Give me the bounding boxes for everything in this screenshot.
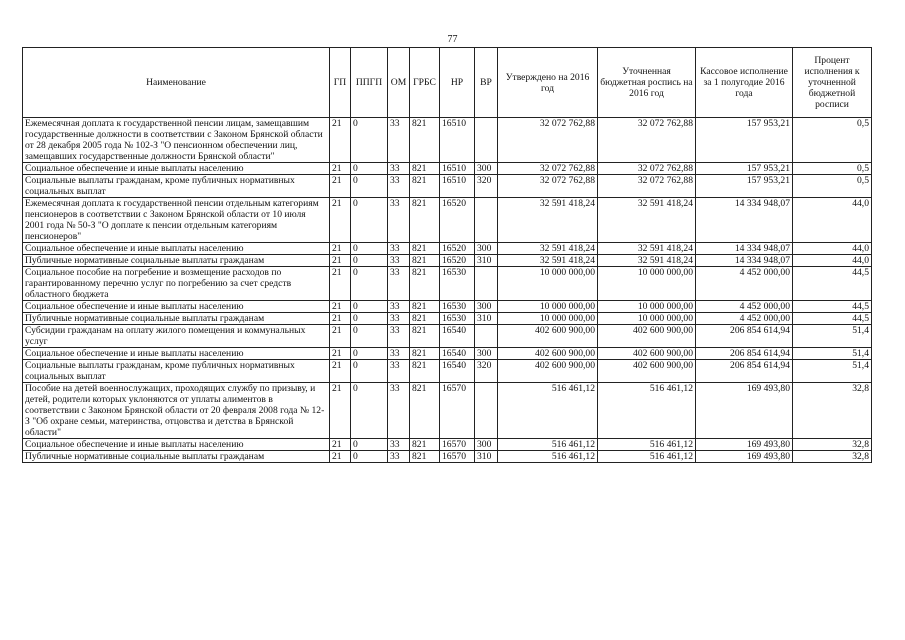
row-vr bbox=[475, 325, 498, 348]
row-grbs: 821 bbox=[410, 255, 440, 267]
table-row bbox=[23, 439, 872, 451]
row-ppgp: 0 bbox=[351, 267, 388, 301]
row-grbs: 821 bbox=[410, 267, 440, 301]
row-np: 16520 bbox=[440, 255, 475, 267]
col-header-om: ОМ bbox=[388, 48, 410, 118]
row-np: 16510 bbox=[440, 175, 475, 198]
row-ppgp: 0 bbox=[351, 118, 388, 163]
col-header-percent: Процент исполнения к уточненной бюджетной росписи bbox=[793, 48, 872, 118]
row-name: Социальные выплаты гражданам, кроме публичных нормативных социальных выплат bbox=[23, 360, 330, 383]
row-vr bbox=[475, 267, 498, 301]
row-np: 16540 bbox=[440, 325, 475, 348]
col-header-np: НР bbox=[440, 48, 475, 118]
row-np: 16530 bbox=[440, 267, 475, 301]
row-approved: 402 600 900,00 bbox=[498, 348, 598, 360]
row-grbs: 821 bbox=[410, 198, 440, 243]
col-header-refined: Уточненная бюджетная роспись на 2016 год bbox=[598, 48, 696, 118]
table-row bbox=[23, 348, 872, 360]
row-grbs: 821 bbox=[410, 163, 440, 175]
row-name: Социальное обеспечение и иные выплаты населению bbox=[23, 163, 330, 175]
col-header-name: Наименование bbox=[23, 48, 330, 118]
row-vr: 320 bbox=[475, 360, 498, 383]
row-np: 16530 bbox=[440, 301, 475, 313]
row-name: Публичные нормативные социальные выплаты гражданам bbox=[23, 451, 330, 463]
row-om: 33 bbox=[388, 439, 410, 451]
row-gp: 21 bbox=[330, 118, 351, 163]
table-row bbox=[23, 175, 872, 198]
row-refined: 32 072 762,88 bbox=[598, 175, 696, 198]
row-refined: 10 000 000,00 bbox=[598, 313, 696, 325]
row-approved: 32 072 762,88 bbox=[498, 163, 598, 175]
row-name: Социальное обеспечение и иные выплаты населению bbox=[23, 301, 330, 313]
row-ppgp: 0 bbox=[351, 301, 388, 313]
table-row bbox=[23, 267, 872, 301]
row-om: 33 bbox=[388, 313, 410, 325]
row-refined: 32 072 762,88 bbox=[598, 163, 696, 175]
row-gp: 21 bbox=[330, 301, 351, 313]
row-ppgp: 0 bbox=[351, 383, 388, 439]
row-om: 33 bbox=[388, 451, 410, 463]
row-om: 33 bbox=[388, 360, 410, 383]
row-np: 16530 bbox=[440, 313, 475, 325]
row-cash: 169 493,80 bbox=[696, 439, 793, 451]
row-gp: 21 bbox=[330, 267, 351, 301]
row-grbs: 821 bbox=[410, 383, 440, 439]
row-vr: 310 bbox=[475, 313, 498, 325]
row-gp: 21 bbox=[330, 360, 351, 383]
row-gp: 21 bbox=[330, 348, 351, 360]
row-ppgp: 0 bbox=[351, 255, 388, 267]
row-grbs: 821 bbox=[410, 325, 440, 348]
row-approved: 402 600 900,00 bbox=[498, 325, 598, 348]
row-om: 33 bbox=[388, 301, 410, 313]
row-percent: 51,4 bbox=[793, 325, 872, 348]
row-om: 33 bbox=[388, 118, 410, 163]
row-np: 16570 bbox=[440, 383, 475, 439]
row-grbs: 821 bbox=[410, 439, 440, 451]
row-ppgp: 0 bbox=[351, 439, 388, 451]
row-np: 16570 bbox=[440, 451, 475, 463]
row-vr: 300 bbox=[475, 163, 498, 175]
row-approved: 10 000 000,00 bbox=[498, 301, 598, 313]
row-refined: 402 600 900,00 bbox=[598, 325, 696, 348]
row-refined: 32 591 418,24 bbox=[598, 243, 696, 255]
row-name: Социальное пособие на погребение и возмещение расходов по гарантированному перечню услуг по погребению за счет средств областного бюджета bbox=[23, 267, 330, 301]
row-om: 33 bbox=[388, 163, 410, 175]
row-gp: 21 bbox=[330, 163, 351, 175]
row-name: Пособие на детей военнослужащих, проходящих службу по призыву, и детей, родители которых уклоняются от уплаты алиментов в соответствии с Законом Брянской области от 20 февраля 2008 года № 12-З "Об охране семьи, материнства, отцовства и детства в Брянской области" bbox=[23, 383, 330, 439]
row-cash: 4 452 000,00 bbox=[696, 313, 793, 325]
row-cash: 14 334 948,07 bbox=[696, 243, 793, 255]
row-name: Ежемесячная доплата к государственной пенсии лицам, замещавшим государственные должности в соответствии с Законом Брянской области от 28 декабря 2005 года № 102-З "О пенсионном обеспечении лиц, замещавших государственные должности Брянской области" bbox=[23, 118, 330, 163]
row-cash: 157 953,21 bbox=[696, 163, 793, 175]
row-gp: 21 bbox=[330, 243, 351, 255]
row-approved: 10 000 000,00 bbox=[498, 267, 598, 301]
row-percent: 32,8 bbox=[793, 451, 872, 463]
row-ppgp: 0 bbox=[351, 163, 388, 175]
row-refined: 516 461,12 bbox=[598, 451, 696, 463]
row-grbs: 821 bbox=[410, 301, 440, 313]
col-header-vr: ВР bbox=[475, 48, 498, 118]
row-om: 33 bbox=[388, 243, 410, 255]
row-np: 16510 bbox=[440, 118, 475, 163]
row-np: 16510 bbox=[440, 163, 475, 175]
row-cash: 157 953,21 bbox=[696, 118, 793, 163]
row-grbs: 821 bbox=[410, 313, 440, 325]
row-ppgp: 0 bbox=[351, 175, 388, 198]
row-percent: 51,4 bbox=[793, 360, 872, 383]
col-header-ppgp: ППГП bbox=[351, 48, 388, 118]
row-approved: 402 600 900,00 bbox=[498, 360, 598, 383]
row-percent: 44,0 bbox=[793, 198, 872, 243]
col-header-approved: Утверждено на 2016 год bbox=[498, 48, 598, 118]
row-approved: 10 000 000,00 bbox=[498, 313, 598, 325]
table-row bbox=[23, 301, 872, 313]
row-om: 33 bbox=[388, 255, 410, 267]
row-cash: 157 953,21 bbox=[696, 175, 793, 198]
row-om: 33 bbox=[388, 348, 410, 360]
row-cash: 4 452 000,00 bbox=[696, 267, 793, 301]
row-approved: 32 591 418,24 bbox=[498, 198, 598, 243]
row-np: 16540 bbox=[440, 360, 475, 383]
page-number: 77 bbox=[447, 34, 458, 45]
table-row bbox=[23, 383, 872, 439]
row-om: 33 bbox=[388, 383, 410, 439]
row-approved: 516 461,12 bbox=[498, 451, 598, 463]
table-row bbox=[23, 118, 872, 163]
row-cash: 206 854 614,94 bbox=[696, 325, 793, 348]
row-approved: 32 072 762,88 bbox=[498, 175, 598, 198]
row-approved: 32 591 418,24 bbox=[498, 255, 598, 267]
row-approved: 516 461,12 bbox=[498, 383, 598, 439]
row-percent: 0,5 bbox=[793, 118, 872, 163]
row-name: Субсидии гражданам на оплату жилого помещения и коммунальных услуг bbox=[23, 325, 330, 348]
table-row bbox=[23, 313, 872, 325]
col-header-grbs: ГРБС bbox=[410, 48, 440, 118]
row-percent: 0,5 bbox=[793, 163, 872, 175]
row-refined: 32 072 762,88 bbox=[598, 118, 696, 163]
row-om: 33 bbox=[388, 175, 410, 198]
row-gp: 21 bbox=[330, 198, 351, 243]
row-gp: 21 bbox=[330, 175, 351, 198]
row-name: Социальное обеспечение и иные выплаты населению bbox=[23, 243, 330, 255]
row-name: Социальное обеспечение и иные выплаты населению bbox=[23, 439, 330, 451]
row-np: 16540 bbox=[440, 348, 475, 360]
table-row bbox=[23, 451, 872, 463]
row-cash: 206 854 614,94 bbox=[696, 360, 793, 383]
row-refined: 516 461,12 bbox=[598, 439, 696, 451]
table-body bbox=[23, 118, 872, 463]
row-refined: 32 591 418,24 bbox=[598, 198, 696, 243]
table-row bbox=[23, 360, 872, 383]
table-row bbox=[23, 198, 872, 243]
row-np: 16570 bbox=[440, 439, 475, 451]
row-gp: 21 bbox=[330, 255, 351, 267]
row-percent: 0,5 bbox=[793, 175, 872, 198]
row-percent: 44,0 bbox=[793, 243, 872, 255]
row-grbs: 821 bbox=[410, 348, 440, 360]
row-cash: 14 334 948,07 bbox=[696, 198, 793, 243]
col-header-gp: ГП bbox=[330, 48, 351, 118]
row-gp: 21 bbox=[330, 383, 351, 439]
row-name: Публичные нормативные социальные выплаты гражданам bbox=[23, 255, 330, 267]
row-cash: 4 452 000,00 bbox=[696, 301, 793, 313]
row-vr bbox=[475, 198, 498, 243]
row-vr: 300 bbox=[475, 301, 498, 313]
row-cash: 169 493,80 bbox=[696, 383, 793, 439]
row-name: Ежемесячная доплата к государственной пенсии отдельным категориям пенсионеров в соответствии с Законом Брянской области от 10 июля 2001 года № 50-З "О доплате к пенсии отдельным категориям пенсионеров" bbox=[23, 198, 330, 243]
row-gp: 21 bbox=[330, 325, 351, 348]
row-vr: 300 bbox=[475, 243, 498, 255]
row-name: Публичные нормативные социальные выплаты гражданам bbox=[23, 313, 330, 325]
row-om: 33 bbox=[388, 198, 410, 243]
row-grbs: 821 bbox=[410, 175, 440, 198]
row-np: 16520 bbox=[440, 198, 475, 243]
row-om: 33 bbox=[388, 325, 410, 348]
row-om: 33 bbox=[388, 267, 410, 301]
row-ppgp: 0 bbox=[351, 360, 388, 383]
row-vr: 300 bbox=[475, 439, 498, 451]
row-gp: 21 bbox=[330, 313, 351, 325]
table-row bbox=[23, 255, 872, 267]
row-vr: 310 bbox=[475, 255, 498, 267]
row-refined: 10 000 000,00 bbox=[598, 267, 696, 301]
row-ppgp: 0 bbox=[351, 243, 388, 255]
row-cash: 169 493,80 bbox=[696, 451, 793, 463]
row-gp: 21 bbox=[330, 451, 351, 463]
row-percent: 32,8 bbox=[793, 439, 872, 451]
budget-table bbox=[22, 47, 872, 463]
row-percent: 51,4 bbox=[793, 348, 872, 360]
row-refined: 32 591 418,24 bbox=[598, 255, 696, 267]
row-grbs: 821 bbox=[410, 118, 440, 163]
row-vr: 320 bbox=[475, 175, 498, 198]
row-approved: 32 591 418,24 bbox=[498, 243, 598, 255]
row-refined: 516 461,12 bbox=[598, 383, 696, 439]
row-percent: 44,5 bbox=[793, 301, 872, 313]
row-ppgp: 0 bbox=[351, 325, 388, 348]
row-ppgp: 0 bbox=[351, 313, 388, 325]
row-ppgp: 0 bbox=[351, 348, 388, 360]
header-row bbox=[23, 48, 872, 118]
row-np: 16520 bbox=[440, 243, 475, 255]
row-vr: 310 bbox=[475, 451, 498, 463]
row-gp: 21 bbox=[330, 439, 351, 451]
row-percent: 44,5 bbox=[793, 267, 872, 301]
row-grbs: 821 bbox=[410, 360, 440, 383]
row-grbs: 821 bbox=[410, 451, 440, 463]
row-percent: 44,5 bbox=[793, 313, 872, 325]
row-approved: 32 072 762,88 bbox=[498, 118, 598, 163]
row-name: Социальное обеспечение и иные выплаты населению bbox=[23, 348, 330, 360]
row-approved: 516 461,12 bbox=[498, 439, 598, 451]
table-row bbox=[23, 163, 872, 175]
row-percent: 32,8 bbox=[793, 383, 872, 439]
table-row bbox=[23, 325, 872, 348]
row-percent: 44,0 bbox=[793, 255, 872, 267]
row-grbs: 821 bbox=[410, 243, 440, 255]
row-ppgp: 0 bbox=[351, 198, 388, 243]
row-refined: 402 600 900,00 bbox=[598, 348, 696, 360]
row-refined: 10 000 000,00 bbox=[598, 301, 696, 313]
row-ppgp: 0 bbox=[351, 451, 388, 463]
row-name: Социальные выплаты гражданам, кроме публичных нормативных социальных выплат bbox=[23, 175, 330, 198]
row-vr bbox=[475, 383, 498, 439]
row-cash: 14 334 948,07 bbox=[696, 255, 793, 267]
table-row bbox=[23, 243, 872, 255]
col-header-cash: Кассовое исполнение за 1 полугодие 2016 года bbox=[696, 48, 793, 118]
row-refined: 402 600 900,00 bbox=[598, 360, 696, 383]
row-cash: 206 854 614,94 bbox=[696, 348, 793, 360]
row-vr: 300 bbox=[475, 348, 498, 360]
row-vr bbox=[475, 118, 498, 163]
